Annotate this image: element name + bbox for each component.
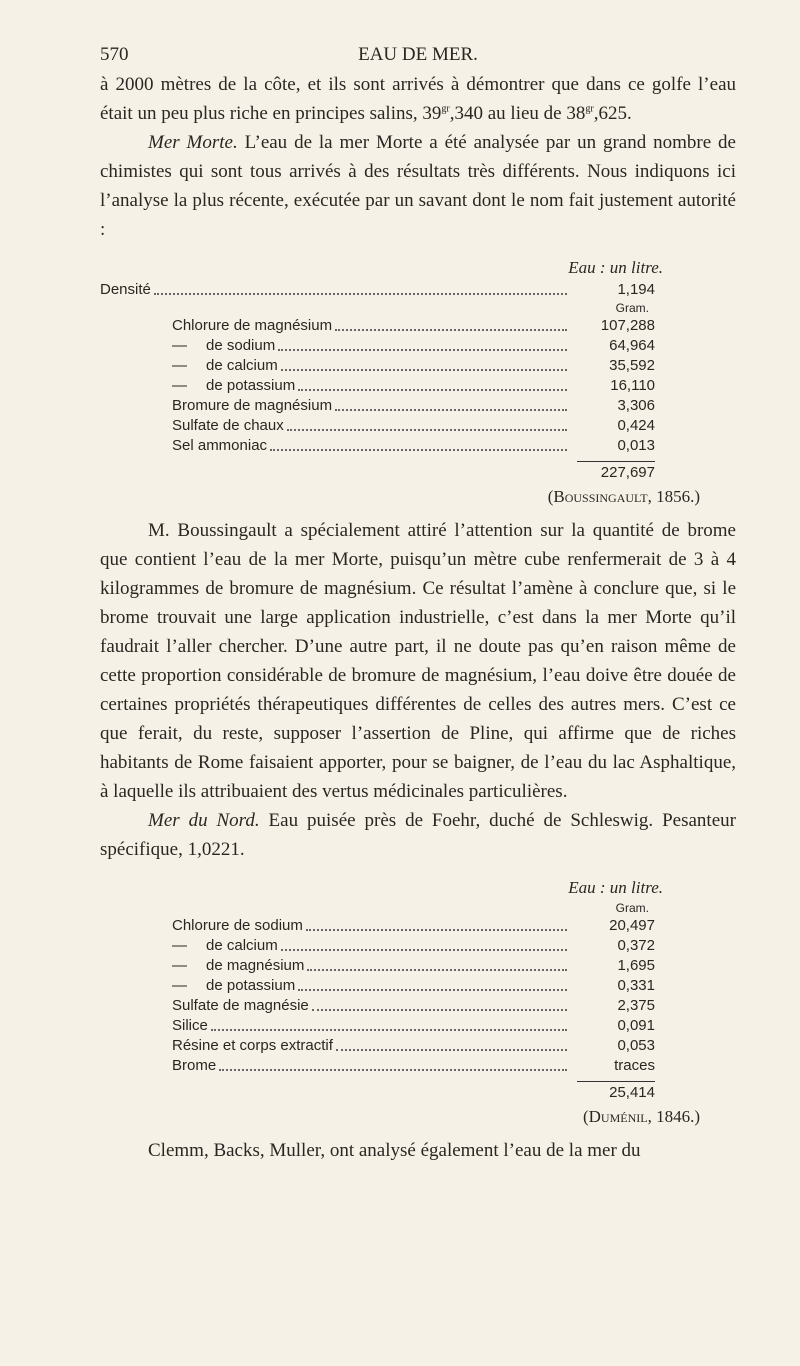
- table-row: [172, 376, 655, 396]
- row-value: 1,695: [617, 957, 655, 974]
- table-caption: Eau : un litre.: [568, 258, 663, 277]
- dot-leader: [298, 989, 567, 991]
- table-body: [100, 316, 655, 456]
- table-row: [172, 396, 655, 416]
- table-row: [172, 1056, 655, 1076]
- table-row: [172, 1016, 655, 1036]
- paragraph-intro: [100, 70, 736, 128]
- dot-leader: [335, 329, 567, 331]
- table-row: [172, 996, 655, 1016]
- dot-leader: [270, 449, 567, 451]
- row-label: Sel ammoniac: [172, 437, 268, 454]
- source-citation: (Boussingault, 1856.): [547, 487, 700, 506]
- row-label: de calcium: [206, 937, 278, 954]
- table-row: [172, 336, 655, 356]
- row-value: 64,964: [609, 337, 655, 354]
- table-row: [172, 416, 655, 436]
- paragraph-north-sea: [100, 806, 736, 864]
- row-value: 2,375: [617, 997, 655, 1014]
- page-number: 570: [100, 44, 129, 65]
- dot-leader: [281, 369, 567, 371]
- text: à 2000 mètres de la côte, et ils sont arrivés à démontrer que dans ce golfe l’eau était un peu plus riche en principes salins, 39: [100, 74, 736, 124]
- row-value: 3,306: [617, 397, 655, 414]
- superscript: gr: [585, 103, 594, 115]
- row-value: 0,331: [617, 977, 655, 994]
- row-value: 0,372: [617, 937, 655, 954]
- dot-leader: [336, 1049, 567, 1051]
- table-row: [172, 936, 655, 956]
- row-label: de potassium: [206, 977, 296, 994]
- row-value: 0,053: [617, 1037, 655, 1054]
- table-row: [172, 916, 655, 936]
- unit-label: Gram.: [615, 301, 649, 315]
- running-title: EAU DE MER.: [358, 44, 478, 65]
- density-value: 1,194: [617, 281, 655, 298]
- dot-leader: [307, 969, 567, 971]
- ditto-dash: —: [172, 977, 187, 994]
- row-value: 20,497: [609, 917, 655, 934]
- table-row: [172, 976, 655, 996]
- dot-leader: [211, 1029, 567, 1031]
- dot-leader: [219, 1069, 567, 1071]
- dot-leader: [281, 949, 567, 951]
- row-label: de magnésium: [206, 957, 305, 974]
- row-label: Résine et corps extractif: [172, 1037, 333, 1054]
- row-label: Silice: [172, 1017, 208, 1034]
- row-label: de sodium: [206, 337, 276, 354]
- total-value: 227,697: [600, 464, 655, 481]
- paragraph-dead-sea: [100, 128, 736, 244]
- row-value: 16,110: [610, 377, 655, 394]
- row-label: Chlorure de magnésium: [172, 317, 333, 334]
- superscript: gr: [441, 103, 450, 115]
- ditto-dash: —: [172, 937, 187, 954]
- ditto-dash: —: [172, 357, 187, 374]
- source-citation: (Duménil, 1846.): [582, 1107, 700, 1126]
- table-row: [172, 356, 655, 376]
- paragraph-boussingault: M. Boussingault a spécialement attiré l’attention sur la quantité de brome que contient l’eau de la mer Morte, puisqu’un mètre cube renfermerait de 3 à 4 kilogrammes de bromure de magnésium. Ce résultat l’amène à conclure que, si le brome trouvait une large application industrielle, c’est dans la mer Morte qu’il faudrait l’aller chercher. D’une autre part, il ne doute pas qu’en raison même de cette proportion considérable de bromure de magnésium, l’eau doive être douée de certaines propriétés thérapeutiques différentes de celles des autres mers. C’est ce que ferait, du reste, supposer l’assertion de Pline, qui affirme que de riches habitants de Rome faisaient apporter, pour se baigner, de l’eau du lac Asphaltique, à laquelle ils attribuaient des vertus médicinales particulières.: [100, 520, 736, 802]
- row-value: traces: [614, 1057, 655, 1074]
- section-title: Mer du Nord.: [148, 810, 260, 831]
- table-row: [172, 316, 655, 336]
- dot-leader: [154, 293, 567, 295]
- row-label: Brome: [172, 1057, 217, 1074]
- table-row: [172, 1036, 655, 1056]
- ditto-dash: —: [172, 957, 187, 974]
- text: L’eau de la mer Morte a été analysée par un grand nombre de chimistes qui sont tous arrivés à des résultats très différents. Nous indiquons ici l’analyse la plus récente, exécutée par un savant dont le nom fait justement autorité :: [100, 132, 736, 240]
- ditto-dash: —: [172, 337, 187, 354]
- row-value: 0,013: [617, 437, 655, 454]
- running-header: [100, 40, 736, 70]
- text: ,340 au lieu de 38: [449, 103, 586, 124]
- row-value: 0,424: [617, 417, 655, 434]
- table-body: [100, 916, 655, 1076]
- dot-leader: [298, 389, 567, 391]
- density-label: Densité: [100, 281, 151, 298]
- density-row: [100, 280, 655, 300]
- analysis-table-dead-sea: [100, 256, 700, 510]
- dot-leader: [278, 349, 567, 351]
- table-caption: Eau : un litre.: [568, 878, 663, 897]
- text: Eau puisée près de Foehr, duché de Schleswig. Pesanteur spécifique, 1,0221.: [100, 810, 736, 860]
- unit-label: Gram.: [615, 901, 649, 915]
- row-label: de potassium: [206, 377, 296, 394]
- row-value: 35,592: [609, 357, 655, 374]
- text: ,625.: [593, 103, 632, 124]
- dot-leader: [335, 409, 567, 411]
- table-row: [172, 956, 655, 976]
- row-label: Chlorure de sodium: [172, 917, 303, 934]
- table-row: [172, 436, 655, 456]
- section-title: Mer Morte.: [148, 132, 238, 153]
- total-value: 25,414: [609, 1084, 655, 1101]
- analysis-table-north-sea: [100, 876, 700, 1130]
- ditto-dash: —: [172, 377, 187, 394]
- row-label: Bromure de magnésium: [172, 397, 333, 414]
- dot-leader: [312, 1009, 567, 1011]
- row-value: 0,091: [617, 1017, 655, 1034]
- row-label: de calcium: [206, 357, 278, 374]
- paragraph-closing: Clemm, Backs, Muller, ont analysé également l’eau de la mer du: [148, 1140, 641, 1161]
- row-label: Sulfate de magnésie: [172, 997, 309, 1014]
- dot-leader: [287, 429, 567, 431]
- row-label: Sulfate de chaux: [172, 417, 284, 434]
- row-value: 107,288: [600, 317, 655, 334]
- dot-leader: [306, 929, 567, 931]
